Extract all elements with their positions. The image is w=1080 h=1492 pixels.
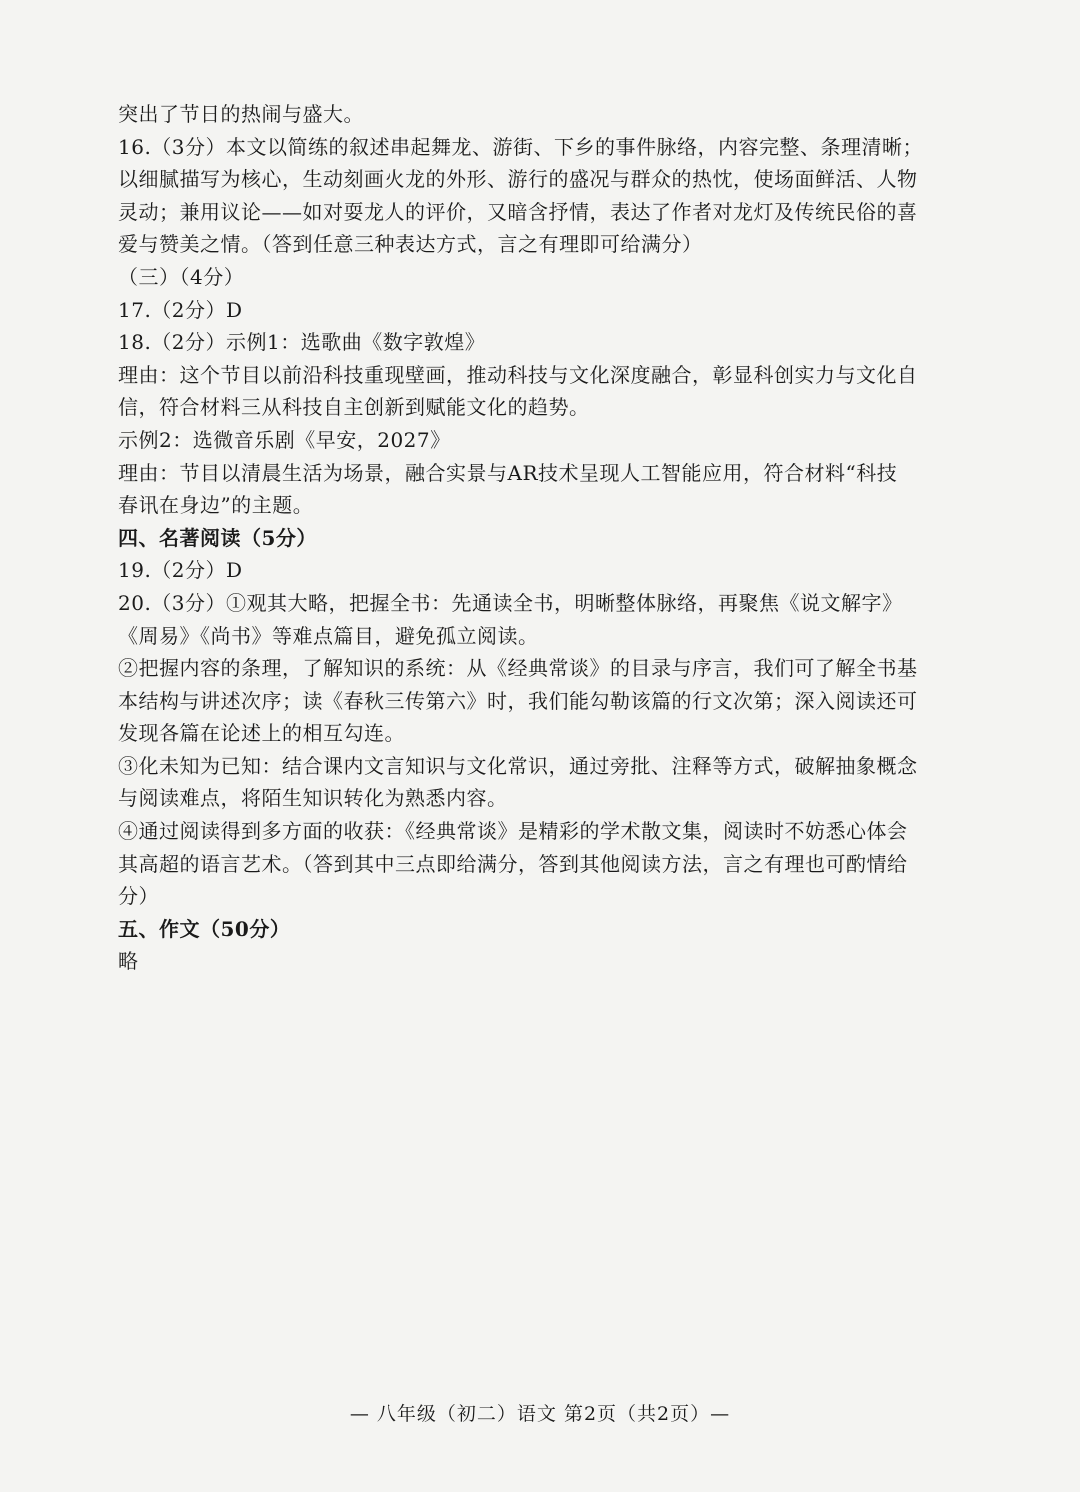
text-line: 发现各篇在论述上的相互勾连。	[118, 721, 405, 746]
text-line: 18.（2分）示例1：选歌曲《数字敦煌》	[118, 330, 486, 355]
text-line: 17.（2分）D	[118, 297, 243, 322]
text-line: 略	[118, 949, 139, 974]
text-line: 理由：节目以清晨生活为场景，融合实景与AR技术呈现人工智能应用，符合材料“科技	[118, 460, 898, 485]
text-line: 分）	[118, 884, 159, 909]
text-line: 示例2：选微音乐剧《早安，2027》	[118, 427, 451, 452]
section-subheading: （三）（4分）	[118, 264, 245, 289]
text-line: 19.（2分）D	[118, 558, 243, 583]
text-line: 突出了节日的热闹与盛大。	[118, 102, 364, 126]
text-line: 爱与赞美之情。（答到任意三种表达方式，言之有理即可给满分）	[118, 232, 703, 257]
section-heading: 五、作文（50分）	[118, 916, 291, 941]
text-line: 与阅读难点，将陌生知识转化为熟悉内容。	[118, 786, 508, 811]
text-line: 以细腻描写为核心，生动刻画火龙的外形、游行的盛况与群众的热忱，使场面鲜活、人物	[118, 167, 918, 192]
text-line: 春讯在身边”的主题。	[118, 493, 314, 518]
text-line: 信，符合材料三从科技自主创新到赋能文化的趋势。	[118, 395, 590, 420]
answer-key-body	[118, 98, 968, 978]
text-line: 灵动；兼用议论——如对耍龙人的评价，又暗含抒情，表达了作者对龙灯及传统民俗的喜	[118, 199, 918, 224]
text-line: 理由：这个节目以前沿科技重现壁画，推动科技与文化深度融合，彰显科创实力与文化自	[118, 362, 918, 387]
text-line: ③化未知为已知：结合课内文言知识与文化常识，通过旁批、注释等方式，破解抽象概念	[118, 753, 918, 778]
text-line: 20.（3分）①观其大略，把握全书：先通读全书，明晰整体脉络，再聚焦《说文解字》	[118, 590, 903, 615]
text-line: ④通过阅读得到多方面的收获：《经典常谈》是精彩的学术散文集，阅读时不妨悉心体会	[118, 819, 908, 844]
text-line: 其高超的语言艺术。（答到其中三点即给满分，答到其他阅读方法，言之有理也可酌情给	[118, 851, 908, 876]
text-line: ②把握内容的条理，了解知识的系统：从《经典常谈》的目录与序言，我们可了解全书基	[118, 656, 918, 681]
text-line: 16.（3分）本文以简练的叙述串起舞龙、游街、下乡的事件脉络，内容完整、条理清晰；	[118, 134, 924, 159]
text-line: 本结构与讲述次序；读《春秋三传第六》时，我们能勾勒该篇的行文次第；深入阅读还可	[118, 688, 918, 713]
page-footer: — 八年级（初二）语文 第2页（共2页）—	[349, 1403, 731, 1425]
section-heading: 四、名著阅读（5分）	[118, 525, 317, 550]
text-line: 《周易》《尚书》等难点篇目，避免孤立阅读。	[118, 623, 539, 648]
